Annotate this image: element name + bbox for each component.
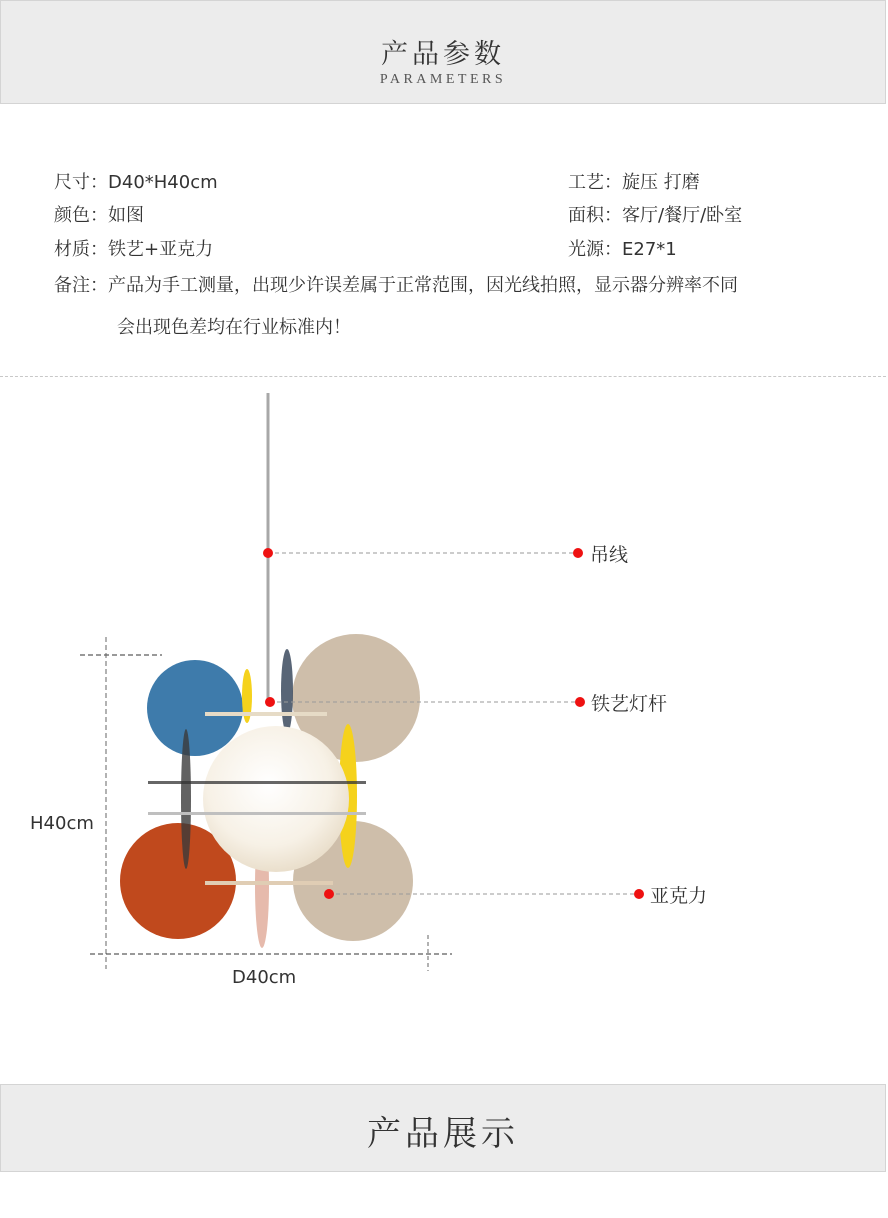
spec-note-label: 备注： [54, 275, 108, 296]
showcase-title: 产品展示 [367, 1114, 519, 1154]
spec-light [568, 235, 677, 261]
spec-area-value: 客厅/餐厅/卧室 [622, 205, 743, 226]
spec-note-line1: 产品为手工测量，出现少许误差属于正常范围，因光线拍照，显示器分辨率不同 [108, 275, 738, 296]
marker-dot [573, 548, 583, 558]
spec-color [54, 201, 144, 227]
parameters-title: 产品参数 [381, 39, 505, 70]
disc-edge-horizontal-2 [148, 781, 366, 784]
product-diagram [0, 377, 886, 1072]
spec-size-value: D40*H40cm [108, 172, 218, 193]
spec-material [54, 235, 213, 261]
disc-edge-horizontal-4 [205, 881, 333, 885]
callout-label-cord: 吊线 [590, 544, 629, 566]
marker-dot [263, 548, 273, 558]
width-label: D40cm [232, 967, 297, 988]
spec-color-value: 如图 [108, 205, 144, 226]
disc-edge-horizontal-3 [148, 812, 366, 815]
spec-color-label: 颜色： [54, 205, 108, 226]
spec-material-value: 铁艺+亚克力 [108, 239, 214, 260]
blue-disc [147, 660, 243, 756]
marker-dot [265, 697, 275, 707]
spec-note-line2: 会出现色差均在行业标准内！ [117, 317, 351, 338]
spec-material-label: 材质： [54, 239, 108, 260]
dark-disc-edge-top [281, 649, 293, 733]
spec-light-label: 光源： [568, 239, 622, 260]
glass-globe [203, 726, 349, 872]
spec-size-label: 尺寸： [54, 172, 108, 193]
parameters-banner [0, 0, 886, 104]
spec-size [54, 168, 218, 194]
height-label: H40cm [30, 813, 94, 834]
spec-area [568, 201, 742, 227]
spec-light-value: E27*1 [622, 239, 677, 260]
spec-craft-value: 旋压 打磨 [622, 172, 700, 193]
disc-edge-horizontal-1 [205, 712, 327, 716]
spec-craft [568, 168, 700, 194]
marker-dot [634, 889, 644, 899]
dark-disc-edge-left [181, 729, 191, 869]
spec-note [54, 271, 738, 297]
marker-dot [575, 697, 585, 707]
callout-label-rod: 铁艺灯杆 [591, 693, 668, 715]
parameters-subtitle: PARAMETERS [379, 72, 507, 87]
showcase-banner [0, 1084, 886, 1172]
spec-area-label: 面积： [568, 205, 622, 226]
spec-craft-label: 工艺： [568, 172, 622, 193]
callout-label-acrylic: 亚克力 [650, 885, 708, 907]
spec-note-continued [117, 313, 351, 339]
marker-dot [324, 889, 334, 899]
product-diagram-frame [0, 376, 886, 1071]
